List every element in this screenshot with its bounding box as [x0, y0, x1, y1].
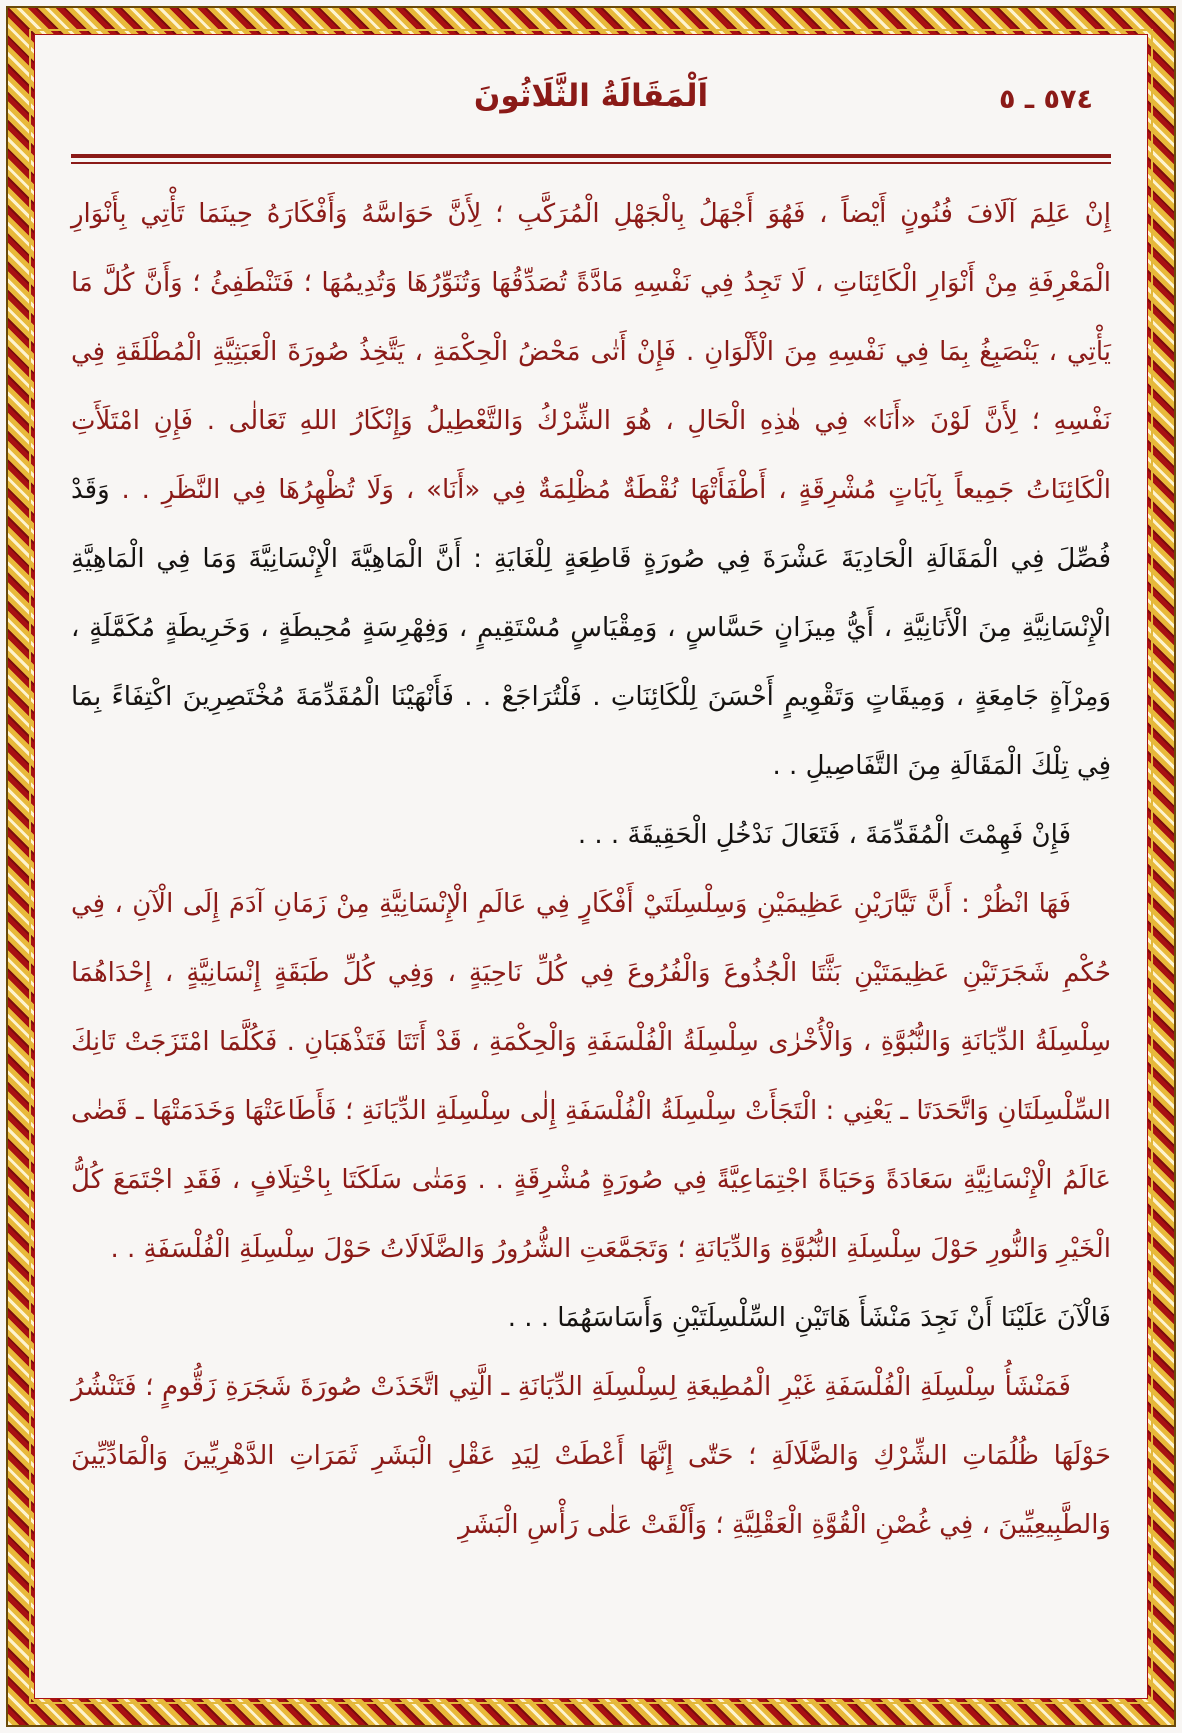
paragraph [71, 801, 1111, 870]
text-segment-black: وَقَدْ فُصِّلَ فِي الْمَقَالَةِ الْحَادِيَةَ عَشْرَةَ فِي صُورَةٍ قَاطِعَةٍ لِلْغَايَةِ : أَنَّ الْمَاهِيَّةَ الْإِنْسَانِيَّةَ وَمَا فِي الْمَاهِيَّةِ الْإِنْسَانِيَّةِ مِنَ الْأَنَانِيَّةِ ، أَيُّ مِيزَانٍ حَسَّاسٍ ، وَمِقْيَاسٍ مُسْتَقِيمٍ ، وَفِهْرِسَةٍ مُحِيطَةٍ ، وَخَرِيطَةٍ مُكَمَّلَةٍ ، وَمِرْآةٍ جَامِعَةٍ ، وَمِيقَاتٍ وَتَقْوِيمٍ أَحْسَنَ لِلْكَائِنَاتِ . فَلْتُرَاجَعْ . . فَأَنْهَيْنَا الْمُقَدِّمَةَ مُخْتَصِرِينَ اكْتِفَاءً بِمَا فِي تِلْكَ الْمَقَالَةِ مِنَ التَّفَاصِيلِ . . [71, 475, 1111, 781]
paragraph [71, 1284, 1111, 1353]
text-segment-maroon: فَمَنْشَأُ سِلْسِلَةِ الْفُلْسَفَةِ غَيْرِ الْمُطِيعَةِ لِسِلْسِلَةِ الدِّيَانَةِ ـ الَّتِي اتَّخَذَتْ صُورَةَ شَجَرَةِ زَقُّومٍ ؛ فَتَنْشُرُ حَوْلَهَا ظُلُمَاتِ الشِّرْكِ وَالضَّلَالَةِ ؛ حَتّٰى إِنَّهَا أَعْطَتْ لِيَدِ عَقْلِ الْبَشَرِ ثَمَرَاتِ الدَّهْرِيِّينَ وَالْمَادِّيِّينَ وَالطَّبِيعِيِّينَ ، فِي غُصْنِ الْقُوَّةِ الْعَقْلِيَّةِ ؛ وَأَلْقَتْ عَلٰى رَأْسِ الْبَشَرِ [71, 1372, 1111, 1540]
paragraph [71, 1353, 1111, 1560]
page-header [71, 70, 1111, 142]
page-title: اَلْمَقَالَةُ الثَّلَاثُونَ [473, 78, 709, 114]
text-segment-black: فَالْآنَ عَلَيْنَا أَنْ نَجِدَ مَنْشَأَ هَاتَيْنِ السِّلْسِلَتَيْنِ وَأَسَاسَهُمَا . . . [507, 1303, 1111, 1333]
page-content [71, 70, 1111, 1678]
text-segment-maroon: إِنْ عَلِمَ آلَافَ فُنُونٍ أَيْضاً ، فَهُوَ أَجْهَلُ بِالْجَهْلِ الْمُرَكَّبِ ؛ لِأَنَّ حَوَاسَّهُ وَأَفْكَارَهُ حِينَمَا تَأْتِي بِأَنْوَارِ الْمَعْرِفَةِ مِنْ أَنْوَارِ الْكَائِنَاتِ ، لَا تَجِدُ فِي نَفْسِهِ مَادَّةً تُصَدِّقُهَا وَتُنَوِّرُهَا وَتُدِيمُهَا ؛ فَتَنْطَفِئُ ؛ وَأَنَّ كُلَّ مَا يَأْتِي ، يَنْصَبِغُ بِمَا فِي نَفْسِهِ مِنَ الْأَلْوَانِ . فَإِنْ أَتٰى مَحْضُ الْحِكْمَةِ ، يَتَّخِذُ صُورَةَ الْعَبَثِيَّةِ الْمُطْلَقَةِ فِي نَفْسِهِ ؛ لِأَنَّ لَوْنَ «أَنَا» فِي هٰذِهِ الْحَالِ ، هُوَ الشِّرْكُ وَالتَّعْطِيلُ وَإِنْكَارُ اللهِ تَعَالٰى . فَإِنِ امْتَلَأَتِ الْكَائِنَاتُ جَمِيعاً بِآيَاتٍ مُشْرِقَةٍ ، أَطْفَأَتْهَا نُقْطَةٌ مُظْلِمَةٌ فِي «أَنَا» ، وَلَا تُظْهِرُهَا فِي النَّظَرِ . . [71, 199, 1112, 505]
page-number: ٥٧٤ ـ ٥ [999, 84, 1093, 115]
body-text [71, 180, 1111, 1560]
paragraph [71, 870, 1111, 1284]
text-segment-black: فَإِنْ فَهِمْتَ الْمُقَدِّمَةَ ، فَتَعَالَ نَدْخُلِ الْحَقِيقَةَ . . . [577, 820, 1071, 850]
text-segment-maroon: فَهَا انْظُرْ : أَنَّ تَيَّارَيْنِ عَظِيمَيْنِ وَسِلْسِلَتَيْ أَفْكَارٍ فِي عَالَمِ الْإِنْسَانِيَّةِ مِنْ زَمَانِ آدَمَ إِلَى الْآنِ ، فِي حُكْمِ شَجَرَتَيْنِ عَظِيمَتَيْنِ بَثَّتَا الْجُذُوعَ وَالْفُرُوعَ فِي كُلِّ نَاحِيَةٍ ، وَفِي كُلِّ طَبَقَةٍ إِنْسَانِيَّةٍ ، إِحْدَاهُمَا سِلْسِلَةُ الدِّيَانَةِ وَالنُّبُوَّةِ ، وَالْأُخْرٰى سِلْسِلَةُ الْفُلْسَفَةِ وَالْحِكْمَةِ ، قَدْ أَتَتَا فَتَذْهَبَانِ . فَكُلَّمَا امْتَزَجَتْ تَانِكَ السِّلْسِلَتَانِ وَاتَّحَدَتَا ـ يَعْنِي : الْتَجَأَتْ سِلْسِلَةُ الْفُلْسَفَةِ إِلٰى سِلْسِلَةِ الدِّيَانَةِ ؛ فَأَطَاعَتْهَا وَخَدَمَتْهَا ـ قَضٰى عَالَمُ الْإِنْسَانِيَّةِ سَعَادَةً وَحَيَاةً اجْتِمَاعِيَّةً فِي صُورَةٍ مُشْرِقَةٍ . . وَمَتٰى سَلَكَتَا بِاخْتِلَافٍ ، فَقَدِ اجْتَمَعَ كُلُّ الْخَيْرِ وَالنُّورِ حَوْلَ سِلْسِلَةِ النُّبُوَّةِ وَالدِّيَانَةِ ؛ وَتَجَمَّعَتِ الشُّرُورُ وَالضَّلَالَاتُ حَوْلَ سِلْسِلَةِ الْفُلْسَفَةِ . . [71, 889, 1111, 1264]
paragraph [71, 180, 1111, 801]
header-divider-rule [71, 154, 1111, 164]
